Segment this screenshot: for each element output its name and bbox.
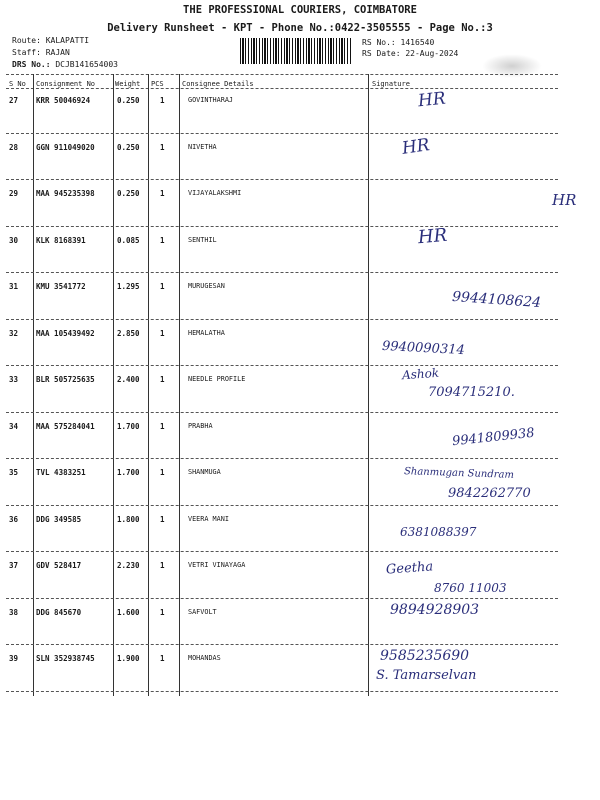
row-pcs: 1 [160,189,165,198]
drs-label: DRS No.: [12,60,51,69]
row-divider [6,412,558,413]
handwritten-signature: 8760 11003 [434,581,507,595]
row-sno: 33 [9,375,19,384]
row-consignment-no: BLR 505725635 [36,375,95,384]
row-divider [6,644,558,645]
handwritten-signature: 9940090314 [381,338,466,358]
row-divider [6,691,558,692]
row-sno: 39 [9,654,19,663]
row-consignment-no: MAA 105439492 [36,328,95,338]
col-divider-weight [148,74,149,696]
row-sno: 28 [9,142,19,152]
row-pcs: 1 [160,514,165,524]
row-sno: 34 [9,421,19,431]
row-pcs: 1 [160,375,165,384]
drs-line [12,60,118,69]
route-label: Route: [12,36,41,45]
handwritten-signature: 7094715210. [428,385,515,400]
barcode [240,38,352,64]
handwritten-signature: Ashok [401,365,440,383]
table-top-rule [6,74,558,75]
row-consignment-no: KRR 50046924 [36,96,91,105]
col-header-pcs: PCS [151,80,164,88]
handwritten-signature: 9585235690 [380,648,470,664]
row-consignee: NIVETHA [188,142,217,151]
row-consignee: HEMALATHA [188,328,225,337]
row-consignee: SHANMUGA [188,468,221,476]
col-divider-sno [33,74,34,696]
rs-no-line [362,38,434,47]
rs-date-value: 22-Aug-2024 [405,49,459,58]
company-title: THE PROFESSIONAL COURIERS, COIMBATORE [183,4,417,16]
handwritten-signature: S. Tamarselvan [376,668,477,683]
rs-date-label: RS Date: [362,49,401,58]
row-consignment-no: DDG 845670 [36,607,82,617]
row-consignee: PRABHA [188,421,213,430]
row-weight: 1.700 [117,421,140,431]
row-sno: 35 [9,468,19,477]
row-weight: 2.850 [117,328,140,338]
row-weight: 2.230 [117,561,140,570]
row-consignee: MOHANDAS [188,654,221,662]
row-pcs: 1 [160,282,165,291]
row-consignee: VETRI VINAYAGA [188,561,246,569]
row-consignment-no: KLK 8168391 [36,235,86,245]
handwritten-signature: HR [552,191,577,209]
rs-no-value: 1416540 [400,38,435,47]
row-consignment-no: GGN 911049020 [36,142,95,152]
row-pcs: 1 [160,328,165,338]
row-pcs: 1 [160,421,165,431]
staff-label: Staff: [12,48,41,57]
row-weight: 0.085 [117,235,140,245]
handwritten-signature: 6381088397 [400,524,477,539]
row-weight: 0.250 [117,96,140,105]
row-consignee: SAFVOLT [188,607,217,616]
row-divider [6,505,558,506]
row-consignee: VEERA MANI [188,514,229,523]
row-consignment-no: TVL 4383251 [36,468,86,477]
handwritten-signature: 9941809938 [451,425,536,449]
row-divider [6,319,558,320]
row-consignee: NEEDLE PROFILE [188,375,246,383]
route-line [12,36,89,45]
handwritten-signature: Shanmugan Sundram [403,466,515,481]
col-divider-consignment [113,74,114,696]
row-divider [6,133,558,134]
handwritten-signature: Geetha [385,559,434,578]
row-sno: 37 [9,561,19,570]
row-weight: 1.800 [117,514,140,524]
row-consignment-no: MAA 575284041 [36,421,95,431]
row-divider [6,226,558,227]
drs-value: DCJB141654003 [55,60,118,69]
row-consignee: MURUGESAN [188,282,225,290]
row-weight: 0.250 [117,189,140,198]
col-divider-pcs [179,74,180,696]
row-consignment-no: SLN 352938745 [36,654,95,663]
row-weight: 1.900 [117,654,140,663]
row-weight: 1.295 [117,282,140,291]
col-header-sno: S No [9,80,26,88]
handwritten-signature: 9944108624 [451,288,542,312]
row-sno: 38 [9,607,19,617]
row-pcs: 1 [160,654,165,663]
col-header-consignee: Consignee Details [182,80,254,88]
row-divider [6,365,558,366]
row-pcs: 1 [160,607,165,617]
row-consignment-no: DDG 349585 [36,514,82,524]
row-weight: 0.250 [117,142,140,152]
rs-date-line [362,49,458,58]
row-consignee: GOVINTHARAJ [188,96,234,104]
row-weight: 1.700 [117,468,140,477]
col-divider-consignee [368,74,369,696]
row-sno: 30 [9,235,19,245]
row-weight: 1.600 [117,607,140,617]
col-header-consignment: Consignment No [36,80,96,88]
handwritten-signature: 9842262770 [448,486,531,501]
row-consignee: SENTHIL [188,235,217,244]
row-pcs: 1 [160,468,165,477]
row-consignment-no: MAA 945235398 [36,189,95,198]
row-divider [6,272,558,273]
col-header-signature: Signature [372,80,410,88]
row-consignee: VIJAYALAKSHMI [188,189,242,197]
row-sno: 27 [9,96,19,105]
rs-no-label: RS No.: [362,38,396,47]
row-divider [6,458,558,459]
row-pcs: 1 [160,235,165,245]
row-consignment-no: KMU 3541772 [36,282,86,291]
staff-line [12,48,70,57]
handwritten-signature: HR [417,88,447,112]
row-consignment-no: GDV 528417 [36,561,82,570]
row-divider [6,551,558,552]
staff-value: RAJAN [45,48,70,57]
handwritten-signature: 9894928903 [390,601,480,618]
header-bottom-rule [6,88,558,89]
row-divider [6,598,558,599]
row-pcs: 1 [160,561,165,570]
row-sno: 36 [9,514,19,524]
route-value: KALAPATTI [45,36,90,45]
handwritten-signature: HR [400,134,431,159]
row-pcs: 1 [160,142,165,152]
handwritten-signature: HR [417,224,449,248]
col-header-weight: Weight [115,80,141,88]
row-sno: 29 [9,189,19,198]
row-sno: 31 [9,282,19,291]
runsheet-title: Delivery Runsheet - KPT - Phone No.:0422-3505555 - Page No.:3 [107,22,493,34]
row-divider [6,179,558,180]
row-sno: 32 [9,328,19,338]
row-pcs: 1 [160,96,165,105]
row-weight: 2.400 [117,375,140,384]
